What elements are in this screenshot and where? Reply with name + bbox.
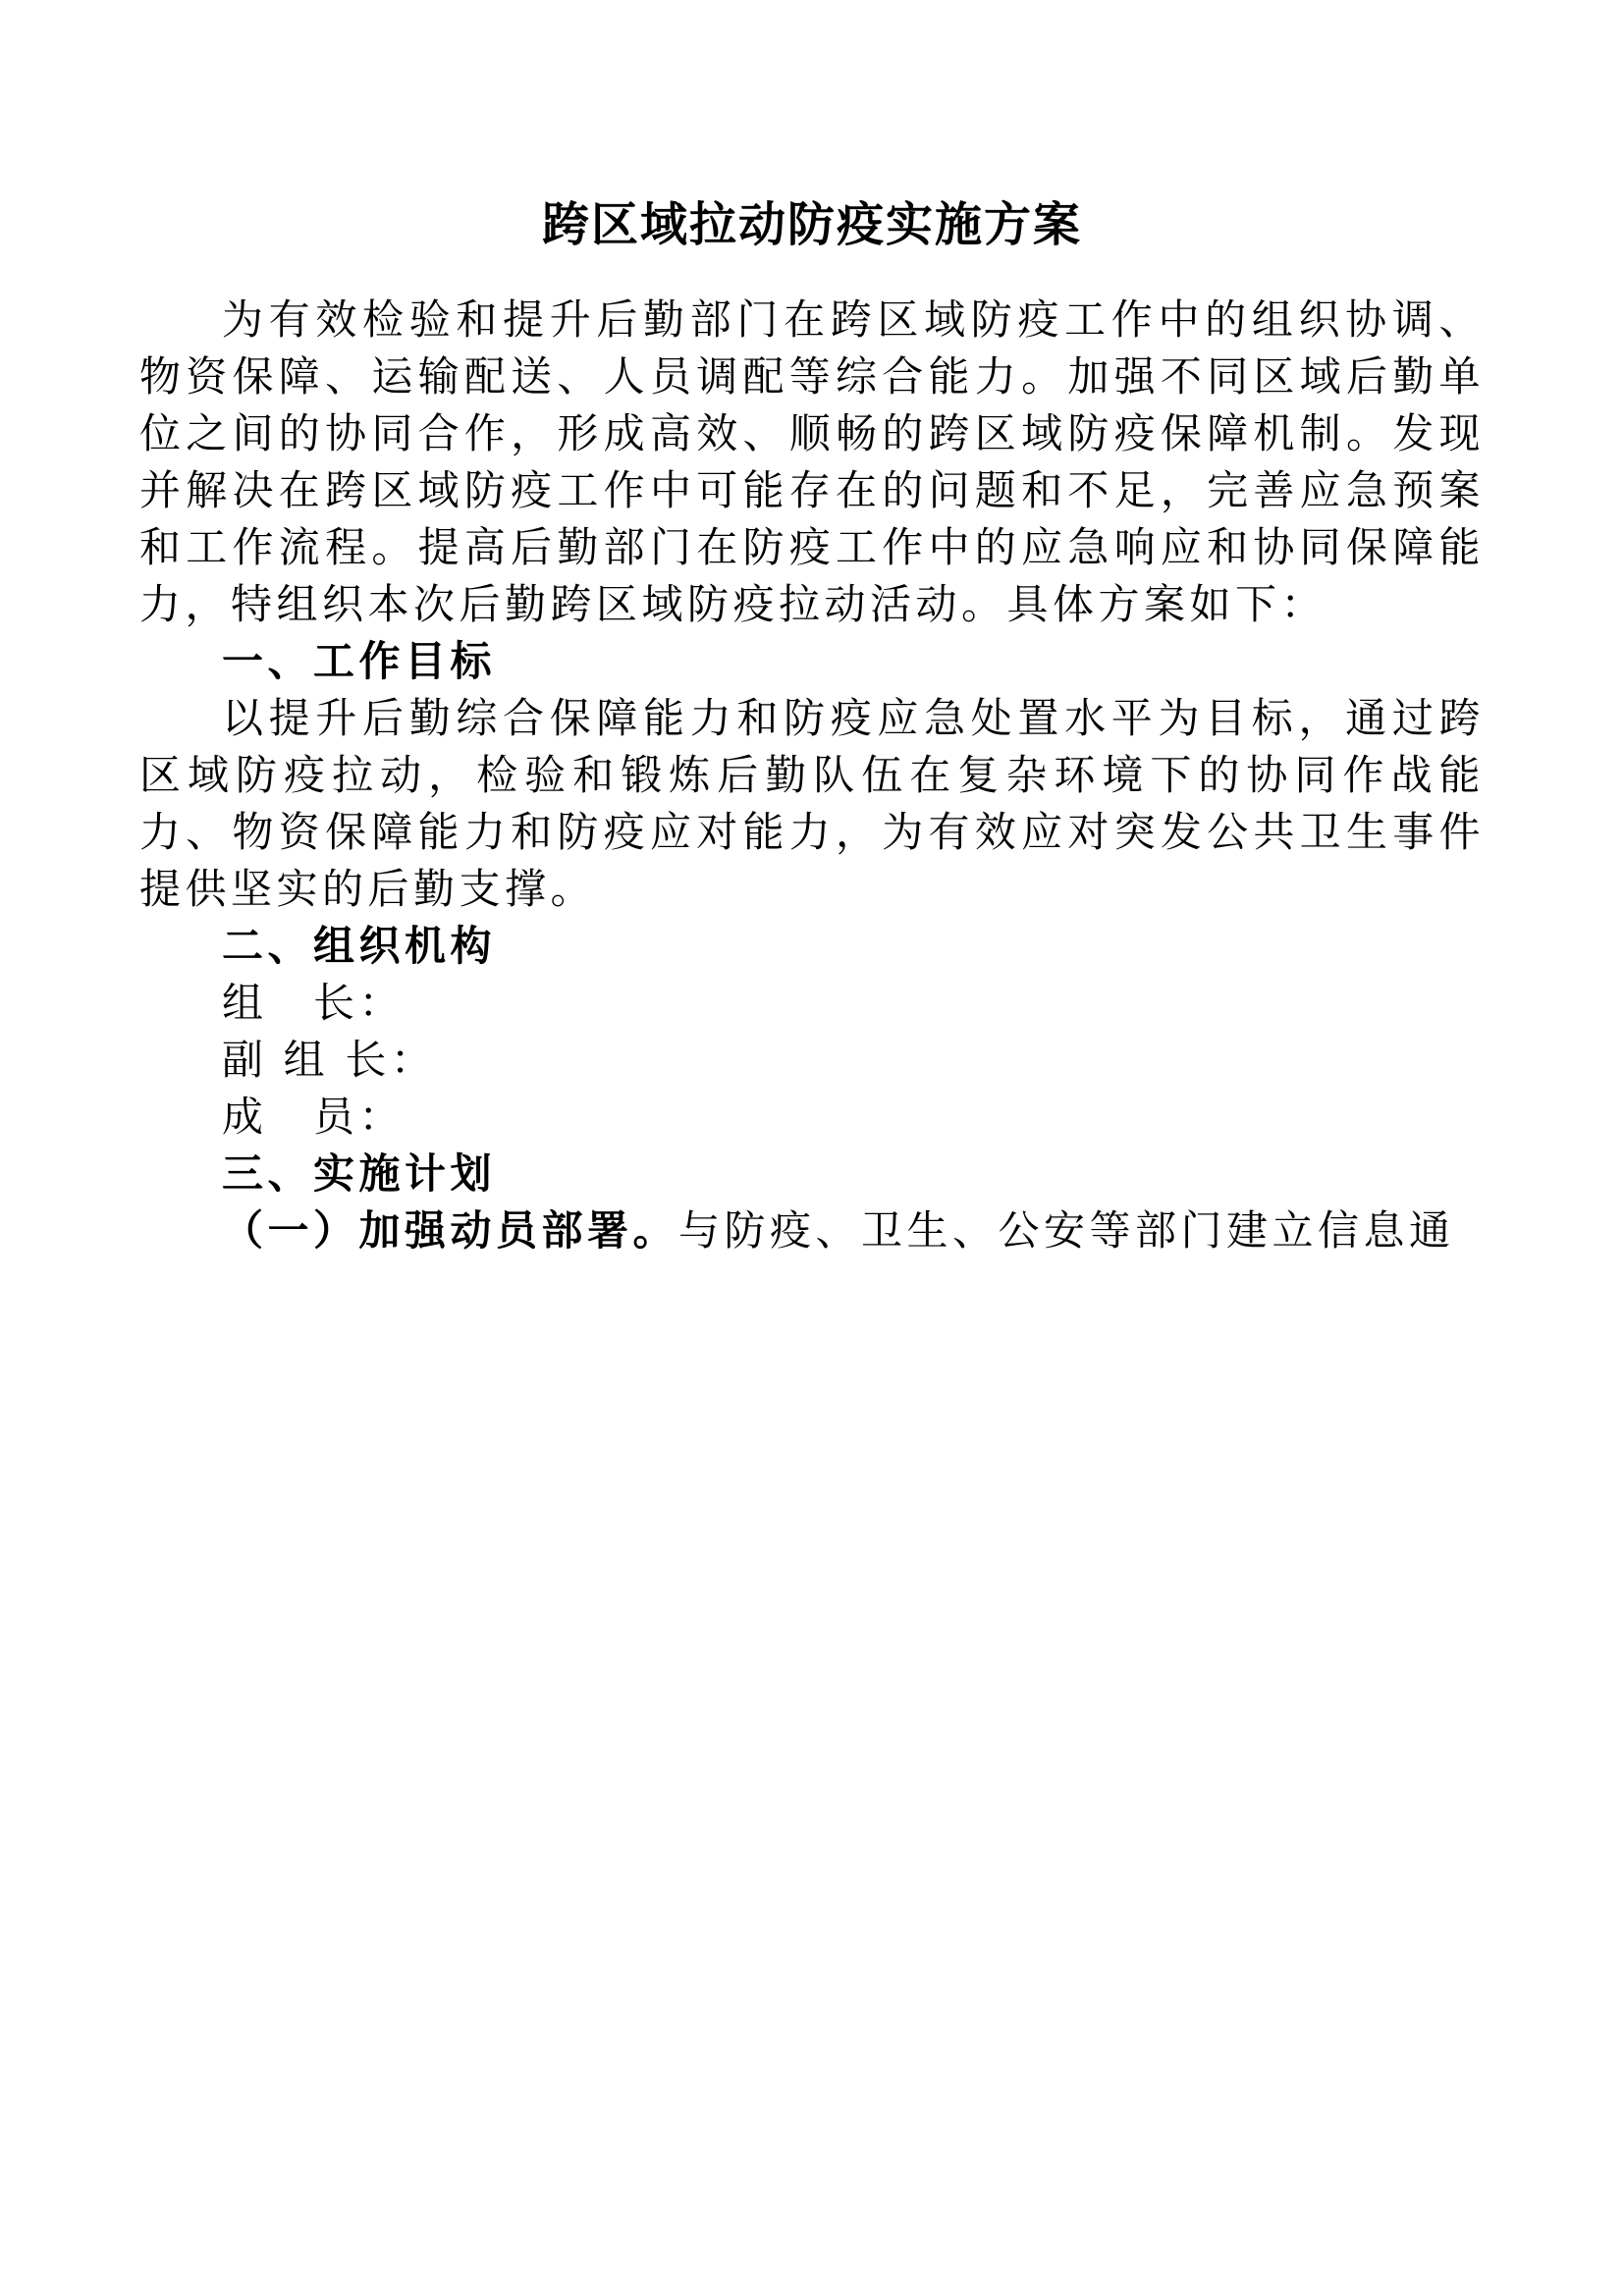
role-line-members: 成 员： bbox=[222, 1094, 406, 1140]
section-heading-3: 三、实施计划 bbox=[222, 1150, 497, 1197]
plan-item-paragraph bbox=[139, 1202, 1485, 1259]
doc-body bbox=[139, 292, 1485, 1259]
role-line-deputy-leader: 副 组 长： bbox=[222, 1037, 437, 1083]
plan-item-text: 与防疫、卫生、公安等部门建立信息通 bbox=[678, 1207, 1455, 1254]
doc-title: 跨区域拉动防疫实施方案 bbox=[541, 199, 1082, 251]
section-heading-2: 二、组织机构 bbox=[222, 923, 497, 969]
intro-paragraph: 为有效检验和提升后勤部门在跨区域防疫工作中的组织协调、物资保障、运输配送、人员调配等综合能力。加强不同区域后勤单位之间的协同合作，形成高效、顺畅的跨区域防疫保障机制。发现并解决在跨区域防疫工作中可能存在的问题和不足，完善应急预案和工作流程。提高后勤部门在防疫工作中的应急响应和协同保障能力，特组织本次后勤跨区域防疫拉动活动。具体方案如下： bbox=[139, 296, 1485, 627]
plan-item-lead: （一）加强动员部署。 bbox=[222, 1207, 679, 1254]
section-heading-1: 一、工作目标 bbox=[222, 638, 497, 684]
section1-paragraph: 以提升后勤综合保障能力和防疫应急处置水平为目标，通过跨区域防疫拉动，检验和锻炼后勤队伍在复杂环境下的协同作战能力、物资保障能力和防疫应对能力，为有效应对突发公共卫生事件提供坚实的后勤支撑。 bbox=[139, 695, 1485, 912]
role-line-leader: 组 长： bbox=[222, 980, 406, 1026]
